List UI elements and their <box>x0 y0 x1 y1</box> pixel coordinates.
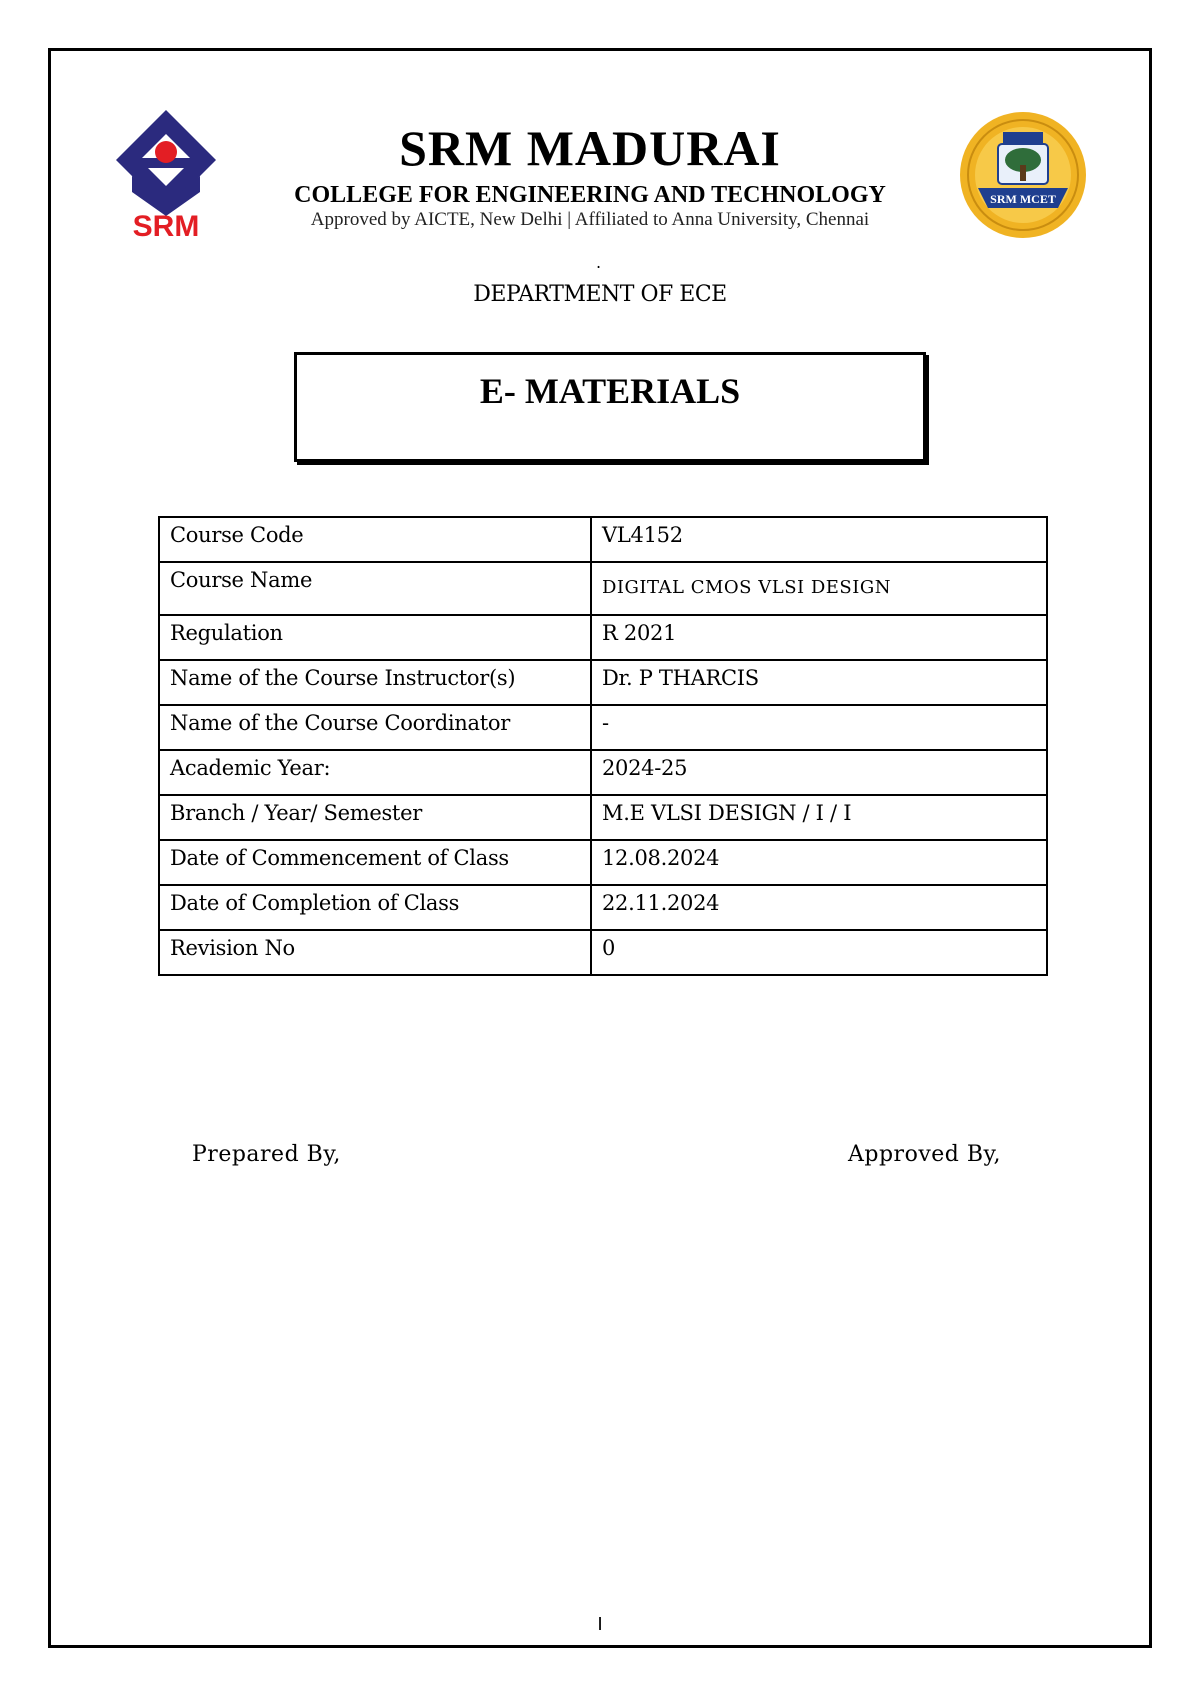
title-box <box>294 352 926 462</box>
table-row <box>159 562 1047 615</box>
srm-logo <box>112 108 220 238</box>
coordinator-label: Name of the Course Coordinator <box>159 705 591 750</box>
table-row <box>159 660 1047 705</box>
srm-logo-text: SRM <box>132 210 200 238</box>
table-row <box>159 750 1047 795</box>
seal-text: SRM MCET <box>990 192 1056 206</box>
table-row <box>159 930 1047 975</box>
course-name-value: DIGITAL CMOS VLSI DESIGN <box>591 562 1047 615</box>
page-number: I <box>597 1614 603 1635</box>
prepared-by-label: Prepared By, <box>192 1142 341 1167</box>
branch-label: Branch / Year/ Semester <box>159 795 591 840</box>
approved-by-label: Approved By, <box>848 1142 1002 1167</box>
instructor-label: Name of the Course Instructor(s) <box>159 660 591 705</box>
regulation-value: R 2021 <box>591 615 1047 660</box>
srm-logo-icon <box>112 108 220 238</box>
table-row <box>159 795 1047 840</box>
table-row <box>159 840 1047 885</box>
completion-value: 22.11.2024 <box>591 885 1047 930</box>
table-row <box>159 615 1047 660</box>
small-dot-mark: . <box>596 253 602 272</box>
commencement-label: Date of Commencement of Class <box>159 840 591 885</box>
revision-label: Revision No <box>159 930 591 975</box>
department-heading: DEPARTMENT OF ECE <box>473 282 727 307</box>
srm-mcet-seal <box>958 110 1088 240</box>
table-row <box>159 517 1047 562</box>
instructor-value: Dr. P THARCIS <box>591 660 1047 705</box>
course-code-value: VL4152 <box>591 517 1047 562</box>
academic-year-label: Academic Year: <box>159 750 591 795</box>
document-title: E- MATERIALS <box>479 371 741 411</box>
seal-icon <box>958 110 1088 240</box>
academic-year-value: 2024-25 <box>591 750 1047 795</box>
revision-value: 0 <box>591 930 1047 975</box>
course-code-label: Course Code <box>159 517 591 562</box>
college-approval: Approved by AICTE, New Delhi | Affiliated to Anna University, Chennai <box>310 209 870 230</box>
coordinator-value: - <box>591 705 1047 750</box>
college-subtitle: COLLEGE FOR ENGINEERING AND TECHNOLOGY <box>294 182 886 208</box>
table-row <box>159 705 1047 750</box>
regulation-label: Regulation <box>159 615 591 660</box>
table-row <box>159 885 1047 930</box>
branch-value: M.E VLSI DESIGN / I / I <box>591 795 1047 840</box>
course-name-label: Course Name <box>159 562 591 615</box>
course-info-table <box>158 516 1048 976</box>
commencement-value: 12.08.2024 <box>591 840 1047 885</box>
completion-label: Date of Completion of Class <box>159 885 591 930</box>
college-name: SRM MADURAI <box>399 120 781 176</box>
